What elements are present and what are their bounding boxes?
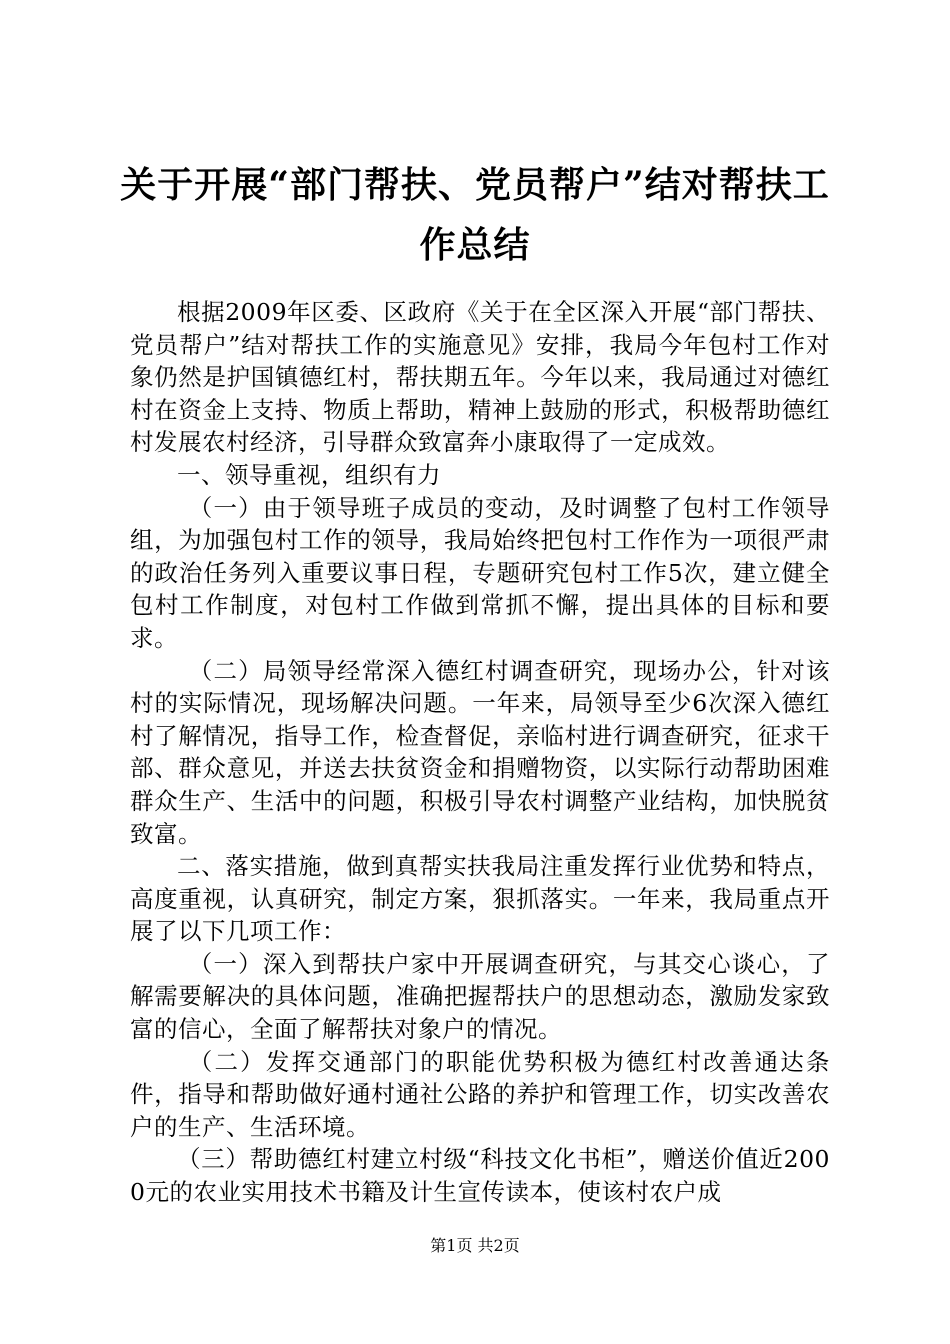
paragraph-1-1: （一）由于领导班子成员的变动，及时调整了包村工作领导组，为加强包村工作的领导，我局始终把包村工作作为一项很严肃的政治任务列入重要议事日程，专题研究包村工作5次，建立健全包村工作制度，对包村工作做到常抓不懈，提出具体的目标和要求。 [130,493,830,652]
document-title-line-1: 关于开展“部门帮扶、党员帮户”结对帮扶工 [120,164,830,206]
paragraph-1-2: （二）局领导经常深入德红村调查研究，现场办公，针对该村的实际情况，现场解决问题。一年来，局领导至少6次深入德红村了解情况，指导工作，检查督促，亲临村进行调查研究，征求干部、群众意见，并送去扶贫资金和捐赠物资，以实际行动帮助困难群众生产、生活中的问题，积极引导农村调整产业结构，加快脱贫致富。 [130,656,830,848]
section-heading-1: 一、领导重视，组织有力 [177,460,441,489]
paragraph-2-3: （三）帮助德红村建立村级“科技文化书柜”，赠送价值近2000元的农业实用技术书籍及计生宣传读本，使该村农户成 [130,1145,830,1207]
page-number-footer: 第1页 共2页 [430,1236,520,1255]
paragraph-2-2: （二）发挥交通部门的职能优势积极为德红村改善通达条件，指导和帮助做好通村通社公路的养护和管理工作，切实改善农户的生产、生活环境。 [130,1047,830,1141]
document-title-line-2: 作总结 [419,224,531,266]
paragraph-intro: 根据2009年区委、区政府《关于在全区深入开展“部门帮扶、党员帮户”结对帮扶工作的实施意见》安排，我局今年包村工作对象仍然是护国镇德红村，帮扶期五年。今年以来，我局通过对德红村在资金上支持、物质上帮助，精神上鼓励的形式，积极帮助德红村发展农村经济，引导群众致富奔小康取得了一定成效。 [130,298,830,457]
section-heading-2: 二、落实措施，做到真帮实扶我局注重发挥行业优势和特点，高度重视，认真研究，制定方案，狠抓落实。一年来，我局重点开展了以下几项工作： [130,852,830,946]
paragraph-2-1: （一）深入到帮扶户家中开展调查研究，与其交心谈心，了解需要解决的具体问题，准确把握帮扶户的思想动态，激励发家致富的信心，全面了解帮扶对象户的情况。 [130,949,830,1044]
document-body [130,296,830,1209]
